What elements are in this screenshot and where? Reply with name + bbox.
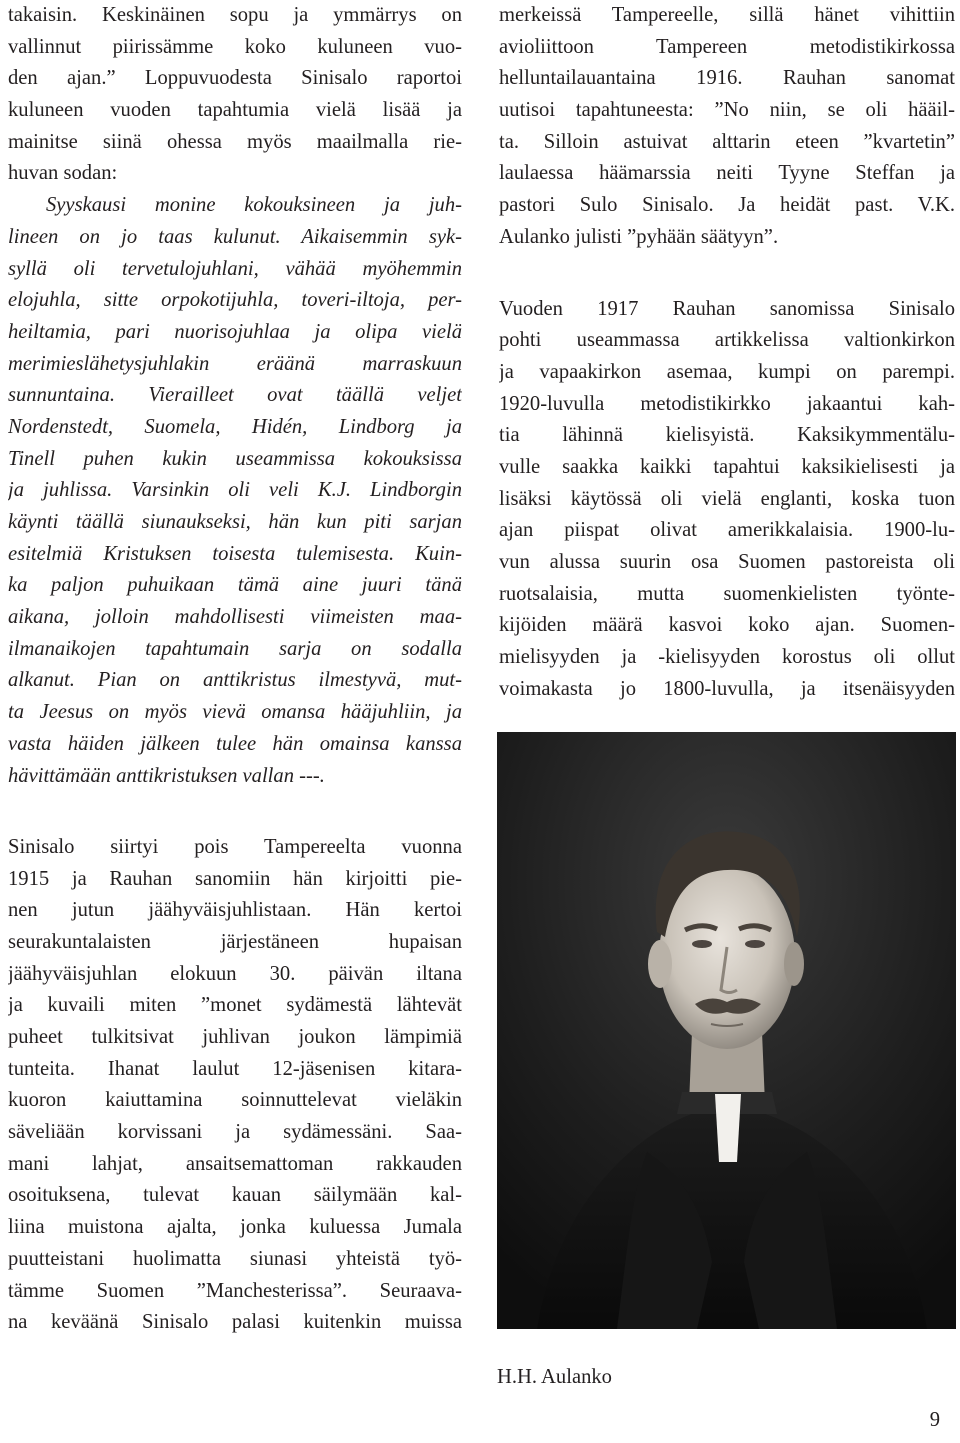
quote-line: Nordenstedt, Suomela, Hidén, Lindborg ja [8,415,462,438]
text-line: jäähyväisjuhlan elokuun 30. päivän iltana [8,962,462,985]
text-line: mielisyyden ja -kielisyyden korostus oli ollut [499,646,955,669]
photo-caption: H.H. Aulanko [497,1366,612,1388]
quote-line: Syyskausi monine kokouksineen ja juh- [46,194,462,217]
quote-block [8,190,462,222]
text-line: tunteita. Ihanat laulut 12-jäsenisen kitara- [8,1057,462,1080]
text-line: 1915 ja Rauhan sanomiin hän kirjoitti pie- [8,867,462,890]
text-line: kuoron kaiuttamina soinnuttelevat vieläkin [8,1089,462,1112]
text-line: huvan sodan: [8,162,118,185]
left-column [8,0,462,1339]
farewell-paragraph [8,824,462,1339]
quote-line: esitelmiä Kristuksen toisesta tulemisesta. Kuin- [8,542,462,565]
wedding-paragraph [499,0,955,254]
portrait-image [497,732,956,1329]
text-line: merkeissä Tampereelle, sillä hänet vihittiin [499,4,955,26]
text-line: pohti useammassa artikkelissa valtionkirkon [499,329,955,352]
quote-block-continued [8,222,462,792]
quote-line: syllä oli tervetulojuhlani, vähää myöhemmin [8,257,462,280]
text-line: na keväänä Sinisalo palasi kuitenkin muissa [8,1311,462,1334]
quote-line: käynti täällä siunaukseksi, hän kun piti sarjan [8,511,462,533]
text-line: laulaessa häämarssia neiti Tyyne Steffan ja [499,162,955,185]
quote-line: merimieslähetysjuhlakin eräänä marraskuun [8,352,462,375]
text-line: seurakuntalaisten järjestäneen hupaisan [8,930,462,953]
text-line: tämme Suomen ”Manchesterissa”. Seuraava- [8,1279,462,1302]
text-line: Vuoden 1917 Rauhan sanomissa Sinisalo [499,297,955,320]
text-line: mani lahjat, ansaitsemattoman rakkauden [8,1152,462,1175]
text-line: avioliittoon Tampereen metodistikirkossa [499,35,955,58]
quote-line: elojuhla, sitte orpokotijuhla, toveri-iltoja, per- [8,289,462,312]
quote-line: aikana, jolloin mahdollisesti viimeisten maa- [8,606,462,629]
text-line: Aulanko julisti ”pyhään säätyyn”. [499,225,779,248]
text-line: lisäksi käytössä oli vielä englanti, koska tuon [499,487,955,510]
text-line: puutteistani huolimatta siunasi yhteistä työ- [8,1247,462,1270]
text-line: osoituksena, tulevat kauan säilymään kal- [8,1184,462,1207]
text-line: liina muistona ajalta, jonka kuluessa Jumala [8,1216,462,1239]
church-paragraph [499,294,955,706]
text-line: kijöiden määrä kasvoi koko ajan. Suomen- [499,614,955,637]
text-line: vulle saakka kaikki tapahtui kaksikielisesti ja [499,455,955,478]
quote-line: ilmanaikojen tapahtumain sarja on sodalla [8,637,462,660]
quote-line: Tinell puhen kukin useammissa kokouksissa [8,447,462,470]
text-line: helluntailauantaina 1916. Rauhan sanomat [499,67,955,90]
quote-line: ta Jeesus on myös vievä omansa hääjuhliin, ja [8,701,462,724]
quote-line: heiltamia, pari nuorisojuhlaa ja olipa vielä [8,320,462,343]
text-line: ja kuvaili miten ”monet sydämestä lähtevät [8,994,462,1017]
page-number: 9 [929,1409,940,1431]
text-line: den ajan.” Loppuvuodesta Sinisalo raportoi [8,67,462,90]
text-line: puheet tulkitsivat juhlivan joukon lämpimiä [8,1026,462,1048]
quote-line: lineen on jo taas kulunut. Aikaisemmin syk- [8,225,462,248]
quote-line: ka paljon puhuikaan tämä aine juuri tänä [8,574,462,597]
text-line: uutisoi tapahtuneesta: ”No niin, se oli hääil- [499,99,955,122]
quote-line: vasta häiden jälkeen tulee hän omainsa kanssa [8,732,462,755]
quote-line: alkanut. Pian on anttikristus ilmestyvä, mut- [8,669,462,692]
text-line: kuluneen vuoden tapahtumia vielä lisää ja [8,99,462,122]
text-line: pastori Sulo Sinisalo. Ja heidät past. V.K. [499,194,955,217]
text-line: takaisin. Keskinäinen sopu ja ymmärrys on [8,4,462,26]
portrait-photo [497,732,956,1329]
text-line: ja vapaakirkon asemaa, kumpi on parempi. [499,360,955,383]
text-line: vallinnut piirissämme koko kuluneen vuo- [8,35,462,58]
intro-paragraph [8,0,462,190]
quote-line: sunnuntaina. Vierailleet ovat täällä veljet [8,384,462,407]
text-line: vun alussa suurin osa Suomen pastoreista oli [499,551,955,573]
text-line: tia lähinnä kielisyistä. Kaksikymmentälu- [499,424,955,447]
quote-line: hävittämään anttikristuksen vallan ---. [8,764,325,787]
text-line: ruotsalaisia, mutta suomenkielisten työnte- [499,582,955,605]
text-line: 1920-luvulla metodistikirkko jakaantui kah- [499,392,955,415]
text-line: voimakasta jo 1800-luvulla, ja itsenäisyyden [499,677,955,700]
quote-line: ja juhlissa. Varsinkin oli veli K.J. Lindborgin [8,479,462,502]
text-line: mainitse siinä ohessa myös maailmalla rie- [8,130,462,153]
text-line: säveliään korvissani ja sydämessäni. Saa- [8,1121,462,1144]
text-line: Sinisalo siirtyi pois Tampereelta vuonna [8,835,462,858]
text-line: nen jutun jäähyväisjuhlistaan. Hän kertoi [8,899,462,922]
right-column [499,0,955,705]
text-line: ta. Silloin astuivat alttarin eteen ”kvartetin” [499,130,955,153]
text-line: ajan piispat olivat amerikkalaisia. 1900-lu- [499,519,955,542]
